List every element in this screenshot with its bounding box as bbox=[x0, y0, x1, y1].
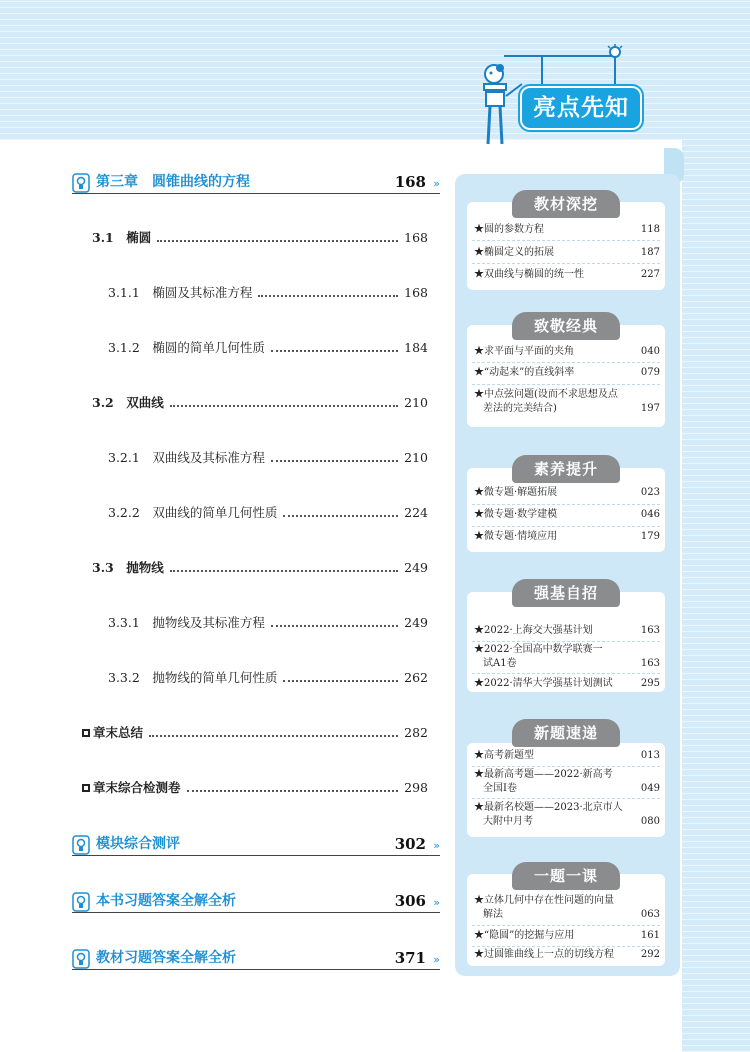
chapter-page: 306 bbox=[394, 892, 426, 910]
chapter-page: 302 bbox=[394, 835, 426, 853]
bulb-icon bbox=[72, 892, 90, 912]
feature-box-heading: 强基自招 bbox=[512, 579, 620, 607]
right-margin-band bbox=[682, 140, 750, 1052]
chapter-heading[interactable] bbox=[72, 891, 440, 913]
toc-subsection[interactable]: 3.2.1 双曲线及其标准方程 210 bbox=[108, 450, 428, 465]
bulb-icon bbox=[72, 173, 90, 193]
square-bullet-icon bbox=[82, 729, 90, 737]
highlights-badge: 亮点先知 bbox=[522, 88, 640, 128]
feature-entry[interactable]: ★“隐圆”的挖掘与应用 161 bbox=[474, 930, 660, 941]
feature-entry[interactable]: ★求平面与平面的夹角 040 bbox=[474, 346, 660, 357]
feature-box-heading: 一题一课 bbox=[512, 862, 620, 890]
feature-box-heading: 新题速递 bbox=[512, 719, 620, 747]
chapter-page: 168 bbox=[394, 173, 426, 191]
feature-box-heading: 素养提升 bbox=[512, 455, 620, 483]
bulb-icon bbox=[72, 835, 90, 855]
feature-entry[interactable]: ★最新名校题——2023·北京市人 大附中月考 080 bbox=[474, 802, 660, 827]
feature-entry[interactable]: ★圆的参数方程 118 bbox=[474, 224, 660, 235]
chevron-right-icon: » bbox=[433, 896, 440, 909]
feature-entry[interactable]: ★双曲线与椭圆的统一性 227 bbox=[474, 269, 660, 280]
feature-panel bbox=[455, 174, 680, 976]
toc-subsection[interactable]: 3.2.2 双曲线的简单几何性质 224 bbox=[108, 505, 428, 520]
feature-entry[interactable]: ★2022·清华大学强基计划测试 295 bbox=[474, 678, 660, 689]
chevron-right-icon: » bbox=[433, 177, 440, 190]
feature-box-heading: 致敬经典 bbox=[512, 312, 620, 340]
chapter-title: 本书习题答案全解全析 bbox=[96, 893, 236, 909]
toc-chapter-end[interactable]: 章末总结 282 bbox=[82, 723, 428, 743]
feature-entry[interactable]: ★立体几何中存在性问题的向量 解法 063 bbox=[474, 895, 660, 920]
toc-section[interactable]: 3.1 椭圆 168 bbox=[92, 230, 428, 245]
toc-section[interactable]: 3.3 抛物线 249 bbox=[92, 560, 428, 575]
feature-entry[interactable]: ★椭圆定义的拓展 187 bbox=[474, 247, 660, 258]
chapter-title: 教材习题答案全解全析 bbox=[96, 950, 236, 966]
toc-subsection[interactable]: 3.1.2 椭圆的简单几何性质 184 bbox=[108, 340, 428, 355]
toc-chapter-end[interactable]: 章末综合检测卷 298 bbox=[82, 778, 428, 798]
feature-entry[interactable]: ★过圆锥曲线上一点的切线方程 292 bbox=[474, 949, 660, 960]
chapter-title: 第三章 圆锥曲线的方程 bbox=[96, 174, 250, 190]
toc-subsection[interactable]: 3.1.1 椭圆及其标准方程 168 bbox=[108, 285, 428, 300]
chevron-right-icon: » bbox=[433, 953, 440, 966]
toc-subsection[interactable]: 3.3.1 抛物线及其标准方程 249 bbox=[108, 615, 428, 630]
chapter-heading[interactable] bbox=[72, 834, 440, 856]
chapter-page: 371 bbox=[394, 949, 426, 967]
chevron-right-icon: » bbox=[433, 839, 440, 852]
feature-entry[interactable]: ★微专题·解题拓展 023 bbox=[474, 487, 660, 498]
toc-subsection[interactable]: 3.3.2 抛物线的简单几何性质 262 bbox=[108, 670, 428, 685]
feature-entry[interactable]: ★高考新题型 013 bbox=[474, 750, 660, 761]
chapter-heading[interactable] bbox=[72, 172, 440, 194]
chapter-title: 模块综合测评 bbox=[96, 836, 180, 852]
feature-entry[interactable]: ★最新高考题——2022·新高考 全国Ⅰ卷 049 bbox=[474, 769, 660, 794]
toc-section[interactable]: 3.2 双曲线 210 bbox=[92, 395, 428, 410]
feature-entry[interactable]: ★中点弦问题(设而不求思想及点 差法的完美结合) 197 bbox=[474, 389, 660, 414]
feature-entry[interactable]: ★微专题·数学建模 046 bbox=[474, 509, 660, 520]
feature-entry[interactable]: ★“动起来”的直线斜率 079 bbox=[474, 367, 660, 378]
bulb-icon bbox=[72, 949, 90, 969]
chapter-heading[interactable] bbox=[72, 948, 440, 970]
feature-entry[interactable]: ★2022·上海交大强基计划 163 bbox=[474, 625, 660, 636]
feature-box-heading: 教材深挖 bbox=[512, 190, 620, 218]
feature-entry[interactable]: ★微专题·情境应用 179 bbox=[474, 531, 660, 542]
square-bullet-icon bbox=[82, 784, 90, 792]
feature-entry[interactable]: ★2022·全国高中数学联赛一 试A1卷 163 bbox=[474, 644, 660, 669]
